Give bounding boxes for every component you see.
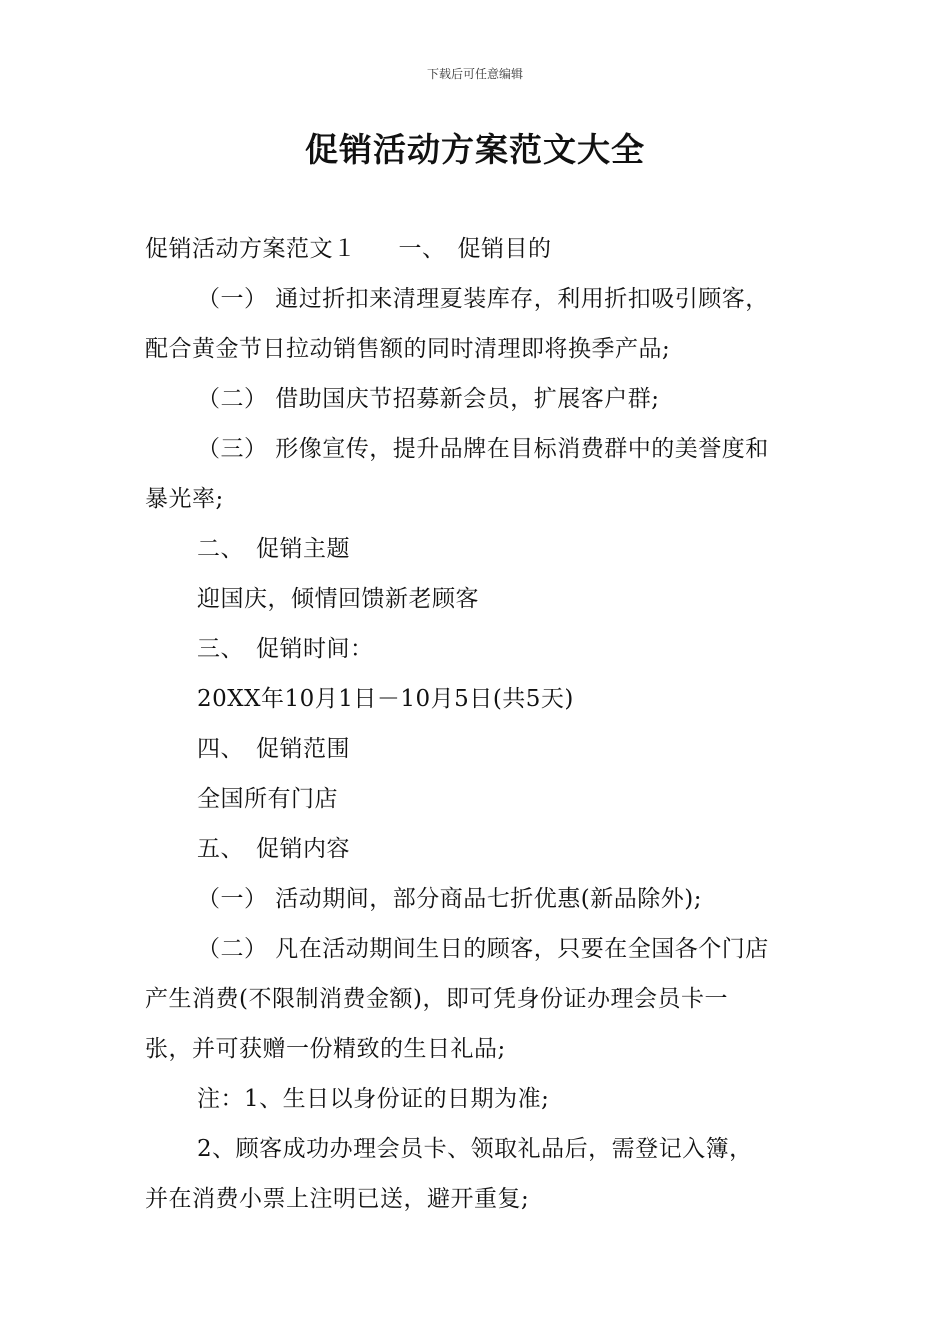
paragraph: （三） 形像宣传，提升品牌在目标消费群中的美誉度和 <box>197 436 769 462</box>
header-note: 下载后可任意编辑 <box>426 67 523 81</box>
paragraph: 暴光率; <box>145 486 224 512</box>
section-heading-1: 一、 促销目的 <box>398 236 552 262</box>
paragraph: 迎国庆，倾情回馈新老顾客 <box>197 586 479 612</box>
page-title: 促销活动方案范文大全 <box>305 130 645 169</box>
paragraph: （一） 活动期间，部分商品七折优惠(新品除外); <box>197 886 703 912</box>
paragraph: 20XX年10月1日－10月5日(共5天) <box>197 686 574 712</box>
section-heading-5: 五、 促销内容 <box>197 836 350 862</box>
paragraph: 全国所有门店 <box>197 786 338 812</box>
document-body <box>145 224 810 1224</box>
section-heading-2: 二、 促销主题 <box>197 536 350 562</box>
paragraph: 并在消费小票上注明已送，避开重复; <box>145 1186 530 1212</box>
sample-label: 促销活动方案范文１ <box>145 236 357 262</box>
section-heading-3: 三、 促销时间： <box>197 636 374 662</box>
paragraph: 2、顾客成功办理会员卡、领取礼品后，需登记入簿， <box>197 1136 753 1162</box>
paragraph: （二） 凡在活动期间生日的顾客，只要在全国各个门店 <box>197 936 769 962</box>
intro-line <box>145 224 810 274</box>
paragraph: 注：1、生日以身份证的日期为准; <box>197 1086 550 1112</box>
section-heading-4: 四、 促销范围 <box>197 736 350 762</box>
paragraph: 配合黄金节日拉动销售额的同时清理即将换季产品; <box>145 336 671 362</box>
paragraph: （一） 通过折扣来清理夏装库存，利用折扣吸引顾客， <box>197 286 769 312</box>
paragraph: （二） 借助国庆节招募新会员，扩展客户群; <box>197 386 660 412</box>
paragraph: 张，并可获赠一份精致的生日礼品; <box>145 1036 506 1062</box>
paragraph: 产生消费(不限制消费金额)，即可凭身份证办理会员卡一 <box>145 986 728 1012</box>
